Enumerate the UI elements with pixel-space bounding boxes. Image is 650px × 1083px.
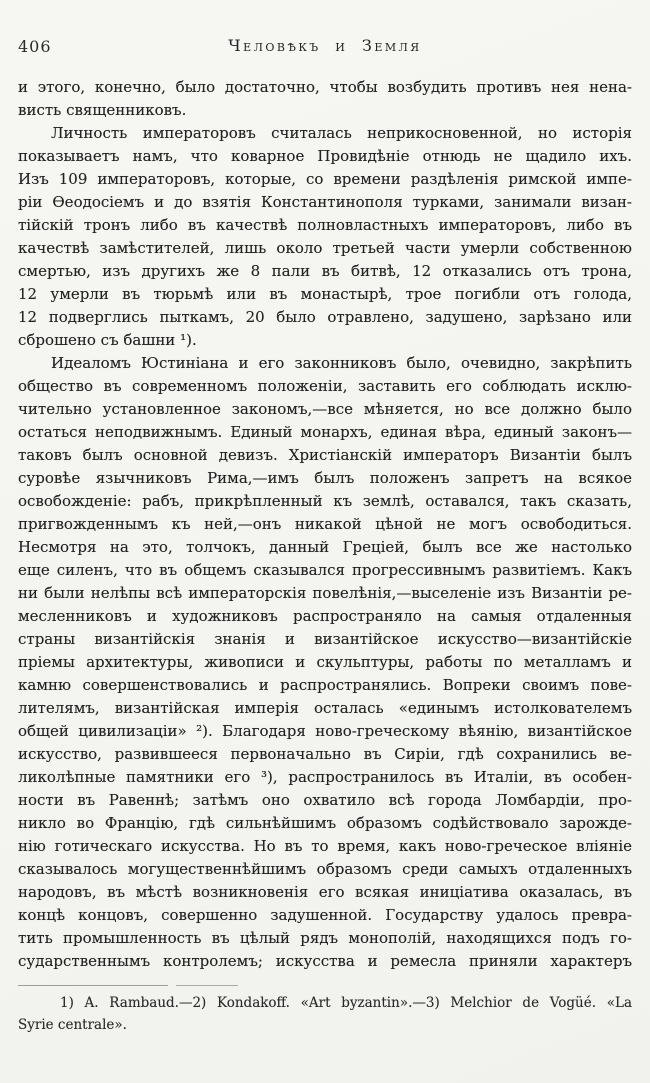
- text-line: месленниковъ и художниковъ распространяло на самыя отдаленныя: [18, 607, 632, 625]
- text-line: чительно установленное закономъ,—все мѣняется, но все должно было: [18, 400, 632, 418]
- text-line: общей цивилизаціи» ²). Благодаря ново-греческому вѣянію, византійское: [18, 722, 632, 740]
- text-line: народовъ, въ мѣстѣ возникновенія его всякая иниціатива оказалась, въ: [18, 883, 632, 901]
- text-line: качествѣ замѣстителей, лишь около третьей части умерли собственною: [18, 239, 632, 257]
- text-line: суровѣе язычниковъ Рима,—имъ былъ положенъ запретъ на всякое: [18, 469, 632, 487]
- text-line: показываетъ намъ, что коварное Провидѣніе отнюдь не щадило ихъ.: [18, 147, 632, 165]
- text-line: ликолѣпные памятники его ³), распространилось въ Италіи, въ особен-: [18, 768, 632, 786]
- text-line: Идеаломъ Юстиніана и его законниковъ было, очевидно, закрѣпить: [51, 354, 632, 372]
- text-line: сброшено съ башни ¹).: [18, 331, 197, 349]
- text-line: тить промышленность въ цѣлый рядъ монополій, находящихся подъ го-: [18, 929, 632, 947]
- text-line: освобожденіе: рабъ, прикрѣпленный къ землѣ, оставался, такъ сказать,: [18, 492, 632, 510]
- text-line: страны византійскія знанія и византійское искусство—византійскіе: [18, 630, 632, 648]
- text-line: искусство, развившееся первоначально въ Сиріи, гдѣ сохранились ве-: [18, 745, 632, 763]
- text-line: пригвожденнымъ къ ней,—онъ никакой цѣной не могъ освободиться.: [18, 515, 632, 533]
- text-line: сударственнымъ контролемъ; искусства и ремесла приняли характеръ: [18, 952, 632, 970]
- text-line: ни были нелѣпы всѣ императорскія повелѣнія,—выселеніе изъ Византіи ре-: [18, 584, 632, 602]
- text-line: еще силенъ, что въ общемъ сказывался прогрессивнымъ развитіемъ. Какъ: [18, 561, 632, 579]
- text-line: таковъ былъ основной девизъ. Христіанскій императоръ Византіи былъ: [18, 446, 632, 464]
- text-line: общество въ современномъ положеніи, заставить его соблюдать исклю-: [18, 377, 632, 395]
- text-line: концѣ концовъ, совершенно задушенной. Государству удалось превра-: [18, 906, 632, 924]
- body-text: [18, 76, 632, 973]
- text-line: и этого, конечно, было достаточно, чтобы возбудить противъ нея нена-: [18, 78, 632, 96]
- text-line: 12 подверглись пыткамъ, 20 было отравлено, задушено, зарѣзано или: [18, 308, 632, 326]
- footnote: [18, 992, 632, 1036]
- text-line: сказывалось могущественнѣйшимъ образомъ среди самыхъ отдаленныхъ: [18, 860, 632, 878]
- text-line: ности въ Равеннѣ; затѣмъ оно охватило всѣ города Ломбардіи, про-: [18, 791, 632, 809]
- text-line: ріи Ѳеодосіемъ и до взятія Константинополя турками, занимали визан-: [18, 193, 632, 211]
- text-line: Изъ 109 императоровъ, которые, со времени раздѣленія римской импе-: [18, 170, 632, 188]
- text-line: никло во Францію, гдѣ сильнѣйшимъ образомъ содѣйствовало зарожде-: [18, 814, 632, 832]
- footnote-separator-rule: [18, 985, 168, 986]
- text-line: лителямъ, византійская имперія осталась «единымъ истолкователемъ: [18, 699, 632, 717]
- footnote-line: Syrie centrale».: [18, 1017, 127, 1033]
- text-line: смертью, изъ другихъ же 8 пали въ битвѣ, 12 отказались отъ трона,: [18, 262, 632, 280]
- page-number: 406: [18, 37, 52, 56]
- footnote-line: 1) A. Rambaud.—2) Kondakoff. «Art byzantin».—3) Melchior de Vogüé. «La: [60, 995, 632, 1011]
- text-line: тійскій тронъ либо въ качествѣ полновластныхъ императоровъ, либо въ: [18, 216, 632, 234]
- text-line: пріемы архитектуры, живописи и скульптуры, работы по металламъ и: [18, 653, 632, 671]
- text-line: камню совершенствовались и распространялись. Вопреки своимъ пове-: [18, 676, 632, 694]
- text-line: 12 умерли въ тюрьмѣ или въ монастырѣ, трое погибли отъ голода,: [18, 285, 632, 303]
- text-line: Личность императоровъ считалась неприкосновенной, но исторія: [51, 124, 632, 142]
- text-line: нію готическаго искусства. Но въ то время, какъ ново-греческое вліяніе: [18, 837, 632, 855]
- text-line: Несмотря на это, толчокъ, данный Греціей, былъ все же настолько: [18, 538, 632, 556]
- page-header: [18, 36, 632, 58]
- running-title: Человѣкъ и Земля: [228, 36, 422, 55]
- footnote-separator-dash: [176, 985, 238, 986]
- text-line: висть священниковъ.: [18, 101, 187, 119]
- text-line: остаться неподвижнымъ. Единый монархъ, единая вѣра, единый законъ—: [18, 423, 632, 441]
